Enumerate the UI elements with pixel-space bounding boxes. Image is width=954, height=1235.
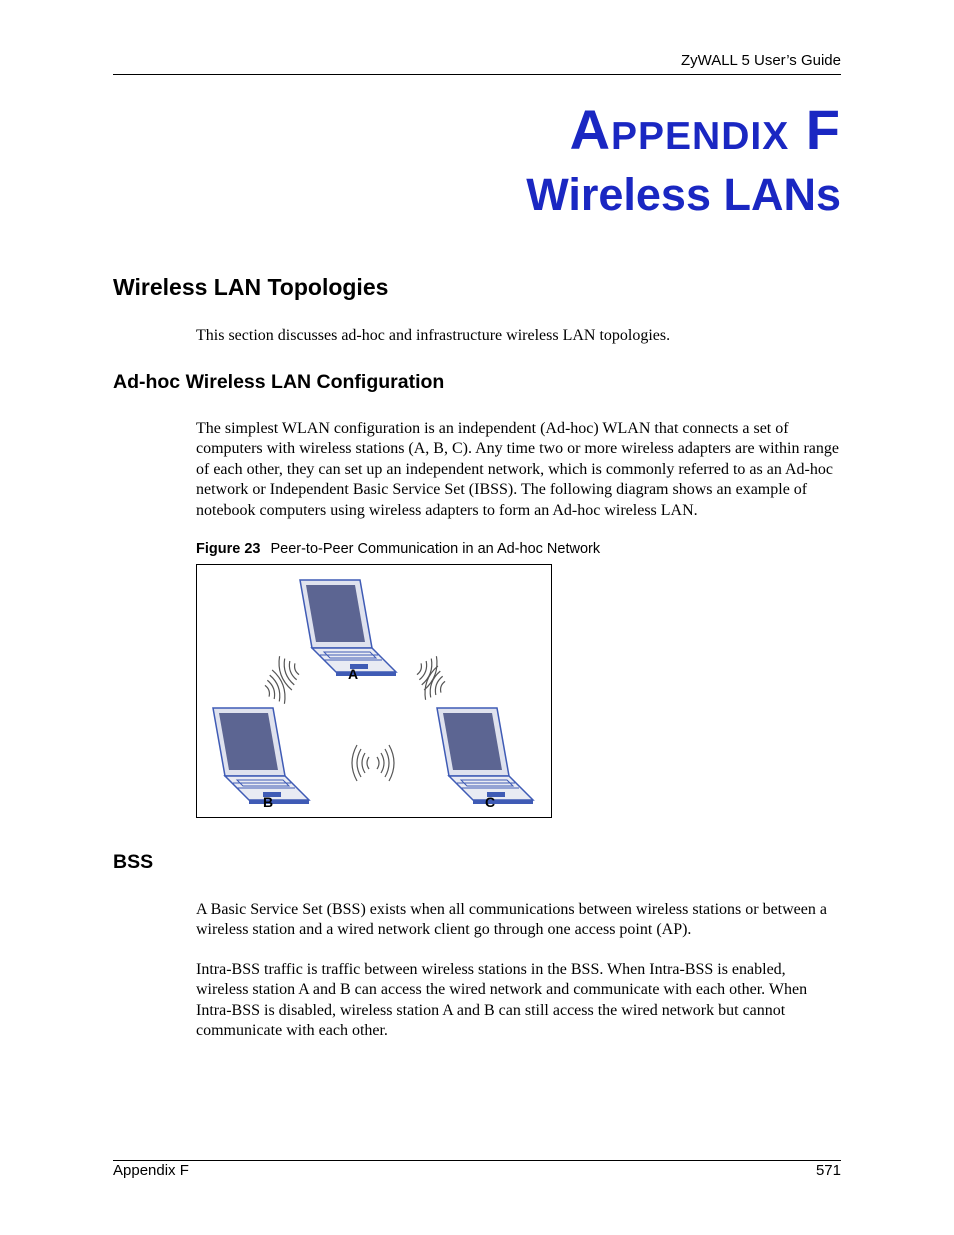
- station-label-a: A: [348, 666, 359, 682]
- topologies-paragraph: This section discusses ad-hoc and infrastructure wireless LAN topologies.: [196, 327, 671, 344]
- wireless-signal-icon: [377, 745, 394, 781]
- wireless-signal-icon: [261, 668, 289, 708]
- footer-section-label: Appendix F: [113, 1162, 189, 1179]
- section-heading-adhoc: Ad-hoc Wireless LAN Configuration: [113, 371, 445, 393]
- station-label-b: B: [263, 794, 274, 810]
- header-rule: [113, 74, 841, 75]
- page-number: 571: [815, 1162, 841, 1179]
- adhoc-diagram: [197, 565, 551, 817]
- wireless-signal-icon: [275, 652, 303, 692]
- adhoc-paragraph: The simplest WLAN configuration is an independent (Ad-hoc) WLAN that connects a set of computers with wireless stations (A, B, C). Any time two or more wireless adapters are within range of each other, they can set up an independent network, which is commonly referred to as an Ad-hoc network or Independent Basic Service Set (IBSS). The following diagram shows an example of notebook computers using wireless adapters to form an Ad-hoc wireless LAN.: [196, 420, 839, 519]
- running-header: ZyWALL 5 User’s Guide: [680, 52, 841, 69]
- section-heading-bss: BSS: [113, 851, 154, 873]
- bss-paragraph-1: A Basic Service Set (BSS) exists when all communications between wireless stations or between a wireless station and a wired network client go through one access point (AP).: [196, 901, 827, 939]
- figure-number: Figure 23: [196, 541, 261, 557]
- station-label-c: C: [485, 794, 496, 810]
- wireless-signal-icon: [413, 652, 441, 692]
- section-heading-topologies: Wireless LAN Topologies: [113, 274, 389, 300]
- wireless-signal-icon: [352, 745, 369, 781]
- appendix-label: Appendix F: [569, 98, 841, 161]
- laptop-b-icon: [213, 708, 309, 804]
- page-title: Wireless LANs: [526, 169, 841, 220]
- figure-caption: [196, 541, 600, 557]
- adhoc-network-figure: [196, 564, 552, 818]
- laptop-c-icon: [437, 708, 533, 804]
- bss-paragraph-2: Intra-BSS traffic is traffic between wireless stations in the BSS. When Intra-BSS is enabled, wireless station A and B can access the wired network and communicate with each other. When Intra-BSS is disabled, wireless station A and B can still access the wired network but cannot communicate with each other.: [196, 961, 808, 1040]
- figure-caption-text: Peer-to-Peer Communication in an Ad-hoc Network: [270, 541, 601, 557]
- laptop-a-icon: [300, 580, 396, 676]
- footer-rule: [113, 1160, 841, 1161]
- wireless-signal-icon: [421, 664, 449, 704]
